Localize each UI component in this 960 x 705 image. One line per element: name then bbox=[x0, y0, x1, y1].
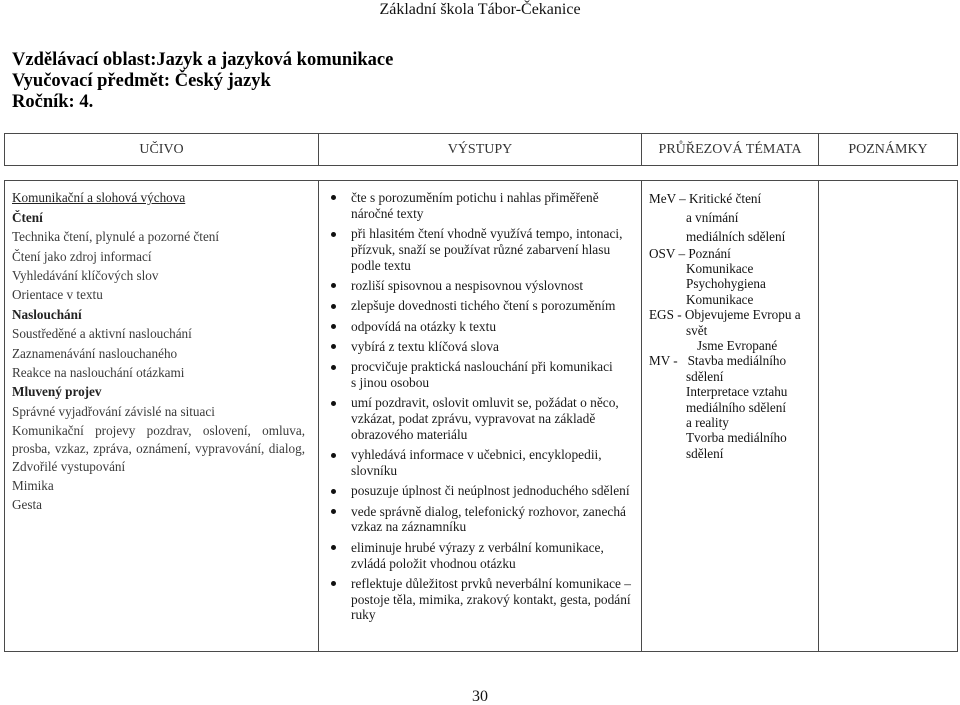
bullet-icon bbox=[331, 365, 336, 370]
bullet-icon bbox=[331, 283, 336, 288]
document-heading bbox=[12, 50, 393, 113]
vystup-line: umí pozdravit, oslovit omluvit se, požádat o něco, bbox=[351, 395, 619, 411]
temata-list bbox=[642, 181, 818, 461]
ucivo-topic-heading: Mluvený projev bbox=[12, 384, 102, 400]
page-number: 30 bbox=[472, 688, 488, 705]
ucivo-line: Zdvořilé vystupování bbox=[12, 458, 126, 474]
bullet-icon bbox=[331, 195, 336, 200]
vystup-line: při hlasitém čtení vhodně využívá tempo, intonaci, bbox=[351, 226, 623, 242]
vystup-line: s jinou osobou bbox=[351, 375, 430, 391]
header-poznamky: POZNÁMKY bbox=[818, 134, 957, 165]
vystup-line: vzkaz na záznamníku bbox=[351, 519, 467, 535]
vystup-item bbox=[319, 395, 641, 442]
tema-line: OSV – Poznání bbox=[649, 245, 731, 261]
subject-area-title: Vzdělávací oblast:Jazyk a jazyková komunikace bbox=[12, 50, 394, 70]
vystup-line: vzkázat, podat zprávu, vypravovat na základě bbox=[351, 411, 596, 427]
vystup-line: reflektuje důležitost prvků neverbální komunikace – bbox=[351, 575, 631, 591]
tema-line: MV - Stavba mediálního bbox=[649, 353, 787, 369]
subject-title: Vyučovací předmět: Český jazyk bbox=[12, 71, 271, 91]
ucivo-line: Orientace v textu bbox=[12, 287, 103, 303]
vystup-line: procvičuje praktická naslouchání při komunikaci bbox=[351, 359, 613, 375]
ucivo-line: Čtení jako zdroj informací bbox=[12, 248, 152, 264]
vystup-item bbox=[319, 483, 641, 499]
vystup-line: postoje těla, mimika, zrakový kontakt, gesta, podání bbox=[351, 591, 631, 607]
ucivo-line: Komunikační projevy pozdrav, oslovení, omluva, bbox=[12, 423, 305, 439]
vystup-line: vyhledává informace v učebnici, encyklopedii, bbox=[351, 447, 602, 463]
vystup-line: vybírá z textu klíčová slova bbox=[351, 338, 499, 354]
tema-line: sdělení bbox=[686, 445, 724, 461]
vystupy-list bbox=[319, 181, 641, 623]
vystup-item bbox=[319, 298, 641, 314]
tema-line: mediálních sdělení bbox=[686, 228, 786, 244]
school-name: Základní škola Tábor-Čekanice bbox=[379, 1, 581, 18]
vystup-line: zlepšuje dovednosti tichého čtení s porozuměním bbox=[351, 298, 616, 314]
ucivo-section-title: Komunikační a slohová výchova bbox=[12, 190, 186, 206]
bullet-icon bbox=[331, 232, 336, 237]
tema-line: Psychohygiena bbox=[686, 276, 766, 292]
vystup-item bbox=[319, 504, 641, 536]
tema-line: sdělení bbox=[686, 368, 724, 384]
header-prurezova-temata: PRŮŘEZOVÁ TÉMATA bbox=[641, 134, 818, 165]
ucivo-line: prosba, vzkaz, zpráva, oznámení, vypravování, dialog, bbox=[12, 440, 305, 456]
grade-title: Ročník: 4. bbox=[12, 92, 94, 112]
ucivo-line: Zaznamenávání naslouchaného bbox=[12, 345, 178, 361]
vystup-line: náročné texty bbox=[351, 205, 424, 221]
ucivo-line: Správné vyjadřování závislé na situaci bbox=[12, 403, 215, 419]
bullet-icon bbox=[331, 304, 336, 309]
vystup-line: eliminuje hrubé výrazy z verbální komunikace, bbox=[351, 539, 604, 555]
vystup-item bbox=[319, 278, 641, 294]
vystup-line: posuzuje úplnost či neúplnost jednoduchého sdělení bbox=[351, 483, 630, 499]
tema-line: a reality bbox=[686, 414, 729, 430]
vystup-item bbox=[319, 540, 641, 572]
table-header-row bbox=[4, 133, 958, 166]
tema-line: EGS - Objevujeme Evropu a bbox=[649, 307, 801, 323]
vystup-item bbox=[319, 447, 641, 479]
tema-line: Komunikace bbox=[686, 260, 754, 276]
ucivo-topic-heading: Naslouchání bbox=[12, 306, 82, 322]
vystup-line: odpovídá na otázky k textu bbox=[351, 318, 497, 334]
ucivo-line: Gesta bbox=[12, 497, 43, 513]
bullet-icon bbox=[331, 324, 336, 329]
vystup-line: rozliší spisovnou a nespisovnou výslovnost bbox=[351, 278, 584, 294]
vystup-line: vede správně dialog, telefonický rozhovor, zanechá bbox=[351, 503, 626, 519]
bullet-icon bbox=[331, 545, 336, 550]
bullet-icon bbox=[331, 453, 336, 458]
vystup-line: čte s porozuměním potichu i nahlas přiměřeně bbox=[351, 190, 599, 206]
vystup-line: obrazového materiálu bbox=[351, 426, 468, 442]
vystup-line: přízvuk, snaží se používat různé zabarvení hlasu bbox=[351, 241, 611, 257]
vystup-item bbox=[319, 576, 641, 623]
ucivo-list bbox=[5, 181, 318, 515]
bullet-icon bbox=[331, 509, 336, 514]
tema-line: mediálního sdělení bbox=[686, 399, 786, 415]
vystup-item bbox=[319, 226, 641, 273]
header-ucivo: UČIVO bbox=[139, 142, 184, 157]
vystupy-cell bbox=[318, 181, 641, 651]
ucivo-line: Mimika bbox=[12, 477, 54, 493]
ucivo-cell bbox=[5, 181, 318, 651]
vystup-line: podle textu bbox=[351, 257, 411, 273]
tema-line: Jsme Evropané bbox=[697, 337, 778, 353]
tema-line: MeV – Kritické čtení bbox=[649, 190, 762, 206]
vystup-item bbox=[319, 190, 641, 222]
vystup-item bbox=[319, 319, 641, 335]
poznamky-cell bbox=[818, 181, 957, 651]
tema-line: Tvorba mediálního bbox=[686, 430, 787, 446]
ucivo-line: Soustředěné a aktivní naslouchání bbox=[12, 326, 192, 342]
ucivo-line: Technika čtení, plynulé a pozorné čtení bbox=[12, 229, 220, 245]
vystup-item bbox=[319, 339, 641, 355]
bullet-icon bbox=[331, 401, 336, 406]
vystup-line: zvládá položit vhodnou otázku bbox=[351, 555, 516, 571]
bullet-icon bbox=[331, 344, 336, 349]
ucivo-line: Vyhledávání klíčových slov bbox=[12, 267, 159, 283]
bullet-icon bbox=[331, 489, 336, 494]
tema-line: Interpretace vztahu bbox=[686, 384, 788, 400]
table-body-row bbox=[4, 180, 958, 652]
tema-line: Komunikace bbox=[686, 291, 754, 307]
tema-line: a vnímání bbox=[686, 209, 739, 225]
ucivo-line: Reakce na naslouchání otázkami bbox=[12, 364, 185, 380]
vystup-line: slovníku bbox=[351, 463, 398, 479]
bullet-icon bbox=[331, 581, 336, 586]
ucivo-topic-heading: Čtení bbox=[12, 209, 43, 225]
prurezova-temata-cell bbox=[641, 181, 818, 651]
vystup-item bbox=[319, 359, 641, 391]
header-vystupy: VÝSTUPY bbox=[318, 134, 641, 165]
tema-line: svět bbox=[686, 322, 708, 338]
vystup-line: ruky bbox=[351, 607, 376, 623]
